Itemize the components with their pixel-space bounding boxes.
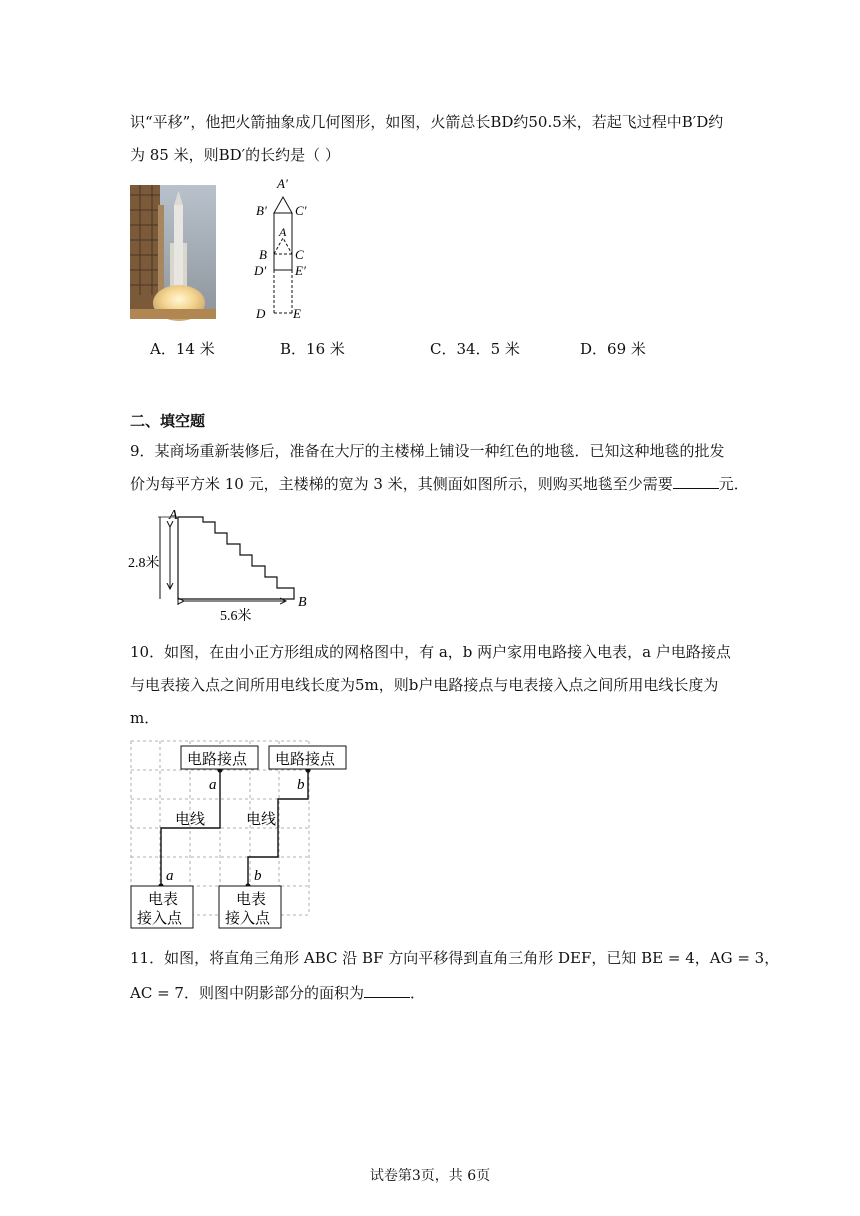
wire-b-label: 电线 [246, 812, 277, 828]
label-c-prime: C′ [295, 203, 307, 218]
original-triangle [274, 238, 292, 254]
point-label-a-bottom: a [166, 868, 174, 884]
q9-text-line1: 9．某商场重新装修后，准备在大厅的主楼梯上铺设一种红色的地毯．已知这种地毯的批发 [130, 442, 725, 460]
label-d-prime: D′ [254, 263, 267, 278]
section-title-fill-in: 二、填空题 [130, 412, 206, 430]
label-a-prime: A′ [277, 176, 288, 191]
point-label-b-bottom: b [254, 868, 262, 884]
q8-option-d[interactable]: D．69 米 [580, 340, 646, 358]
q10-text-line2: 与电表接入点之间所用电线长度为5m，则b户电路接点与电表接入点之间所用电线长度为 [130, 676, 719, 694]
q8-text-line2: 为 85 米，则BD′的长约是（ ） [130, 146, 340, 164]
translated-rectangle [274, 213, 292, 270]
point-label-a-top: a [209, 777, 217, 793]
q11-text-line2-pre: AC = 7．则图中阴影部分的面积为 [130, 984, 364, 1002]
stair-label-b: B [298, 595, 307, 610]
stair-height-label: 2.8米 [128, 556, 160, 571]
q9-text-line2-post: 元． [718, 475, 749, 493]
q9-text-line2 [130, 473, 749, 494]
q9-answer-blank[interactable] [673, 474, 719, 489]
stair-width-label: 5.6米 [220, 609, 252, 624]
meter-b-line2: 接入点 [225, 911, 271, 927]
meter-a-line2: 接入点 [137, 911, 183, 927]
translated-triangle [274, 197, 292, 213]
q11-text-line2 [130, 982, 425, 1003]
staircase-outline [178, 517, 294, 599]
junction-label-b: 电路接点 [275, 752, 336, 768]
q10-text-line3: m． [130, 709, 160, 727]
label-c: C [295, 247, 304, 262]
label-b: B [259, 247, 267, 262]
rocket-geometry-figure [250, 175, 320, 325]
q8-option-a[interactable]: A．14 米 [150, 340, 215, 358]
q11-text-line1: 11．如图，将直角三角形 ABC 沿 BF 方向平移得到直角三角形 DEF，已知 BE = 4，AG = 3， [130, 949, 780, 967]
label-a: A [279, 225, 287, 239]
page-footer: 试卷第3页，共 6页 [369, 1168, 491, 1184]
q8-option-b[interactable]: B．16 米 [280, 340, 345, 358]
point-label-b-top: b [297, 777, 305, 793]
q9-text-line2-pre: 价为每平方米 10 元，主楼梯的宽为 3 米，其侧面如图所示，则购买地毯至少需要 [130, 475, 673, 493]
circuit-grid-figure [128, 738, 336, 927]
label-e-prime: E′ [295, 263, 306, 278]
q8-text-line1: 识“平移”，他把火箭抽象成几何图形，如图，火箭总长BD约50.5米，若起飞过程中B′D约 [130, 113, 724, 131]
q8-option-c[interactable]: C．34．5 米 [430, 340, 520, 358]
stair-label-a: A [169, 508, 178, 523]
wire-a-label: 电线 [175, 812, 206, 828]
label-d: D [256, 306, 266, 321]
meter-a-line1: 电表 [148, 892, 179, 908]
junction-label-a: 电路接点 [187, 752, 248, 768]
q10-text-line1: 10．如图，在由小正方形组成的网格图中，有 a，b 两户家用电路接入电表，a 户电路接点 [130, 643, 731, 661]
label-e: E [293, 306, 301, 321]
label-b-prime: B′ [256, 203, 267, 218]
rocket-photo [130, 185, 216, 319]
meter-b-line1: 电表 [236, 892, 267, 908]
staircase-figure [128, 505, 328, 625]
q11-answer-blank[interactable] [364, 983, 410, 998]
q11-text-line2-post: ． [409, 984, 425, 1002]
